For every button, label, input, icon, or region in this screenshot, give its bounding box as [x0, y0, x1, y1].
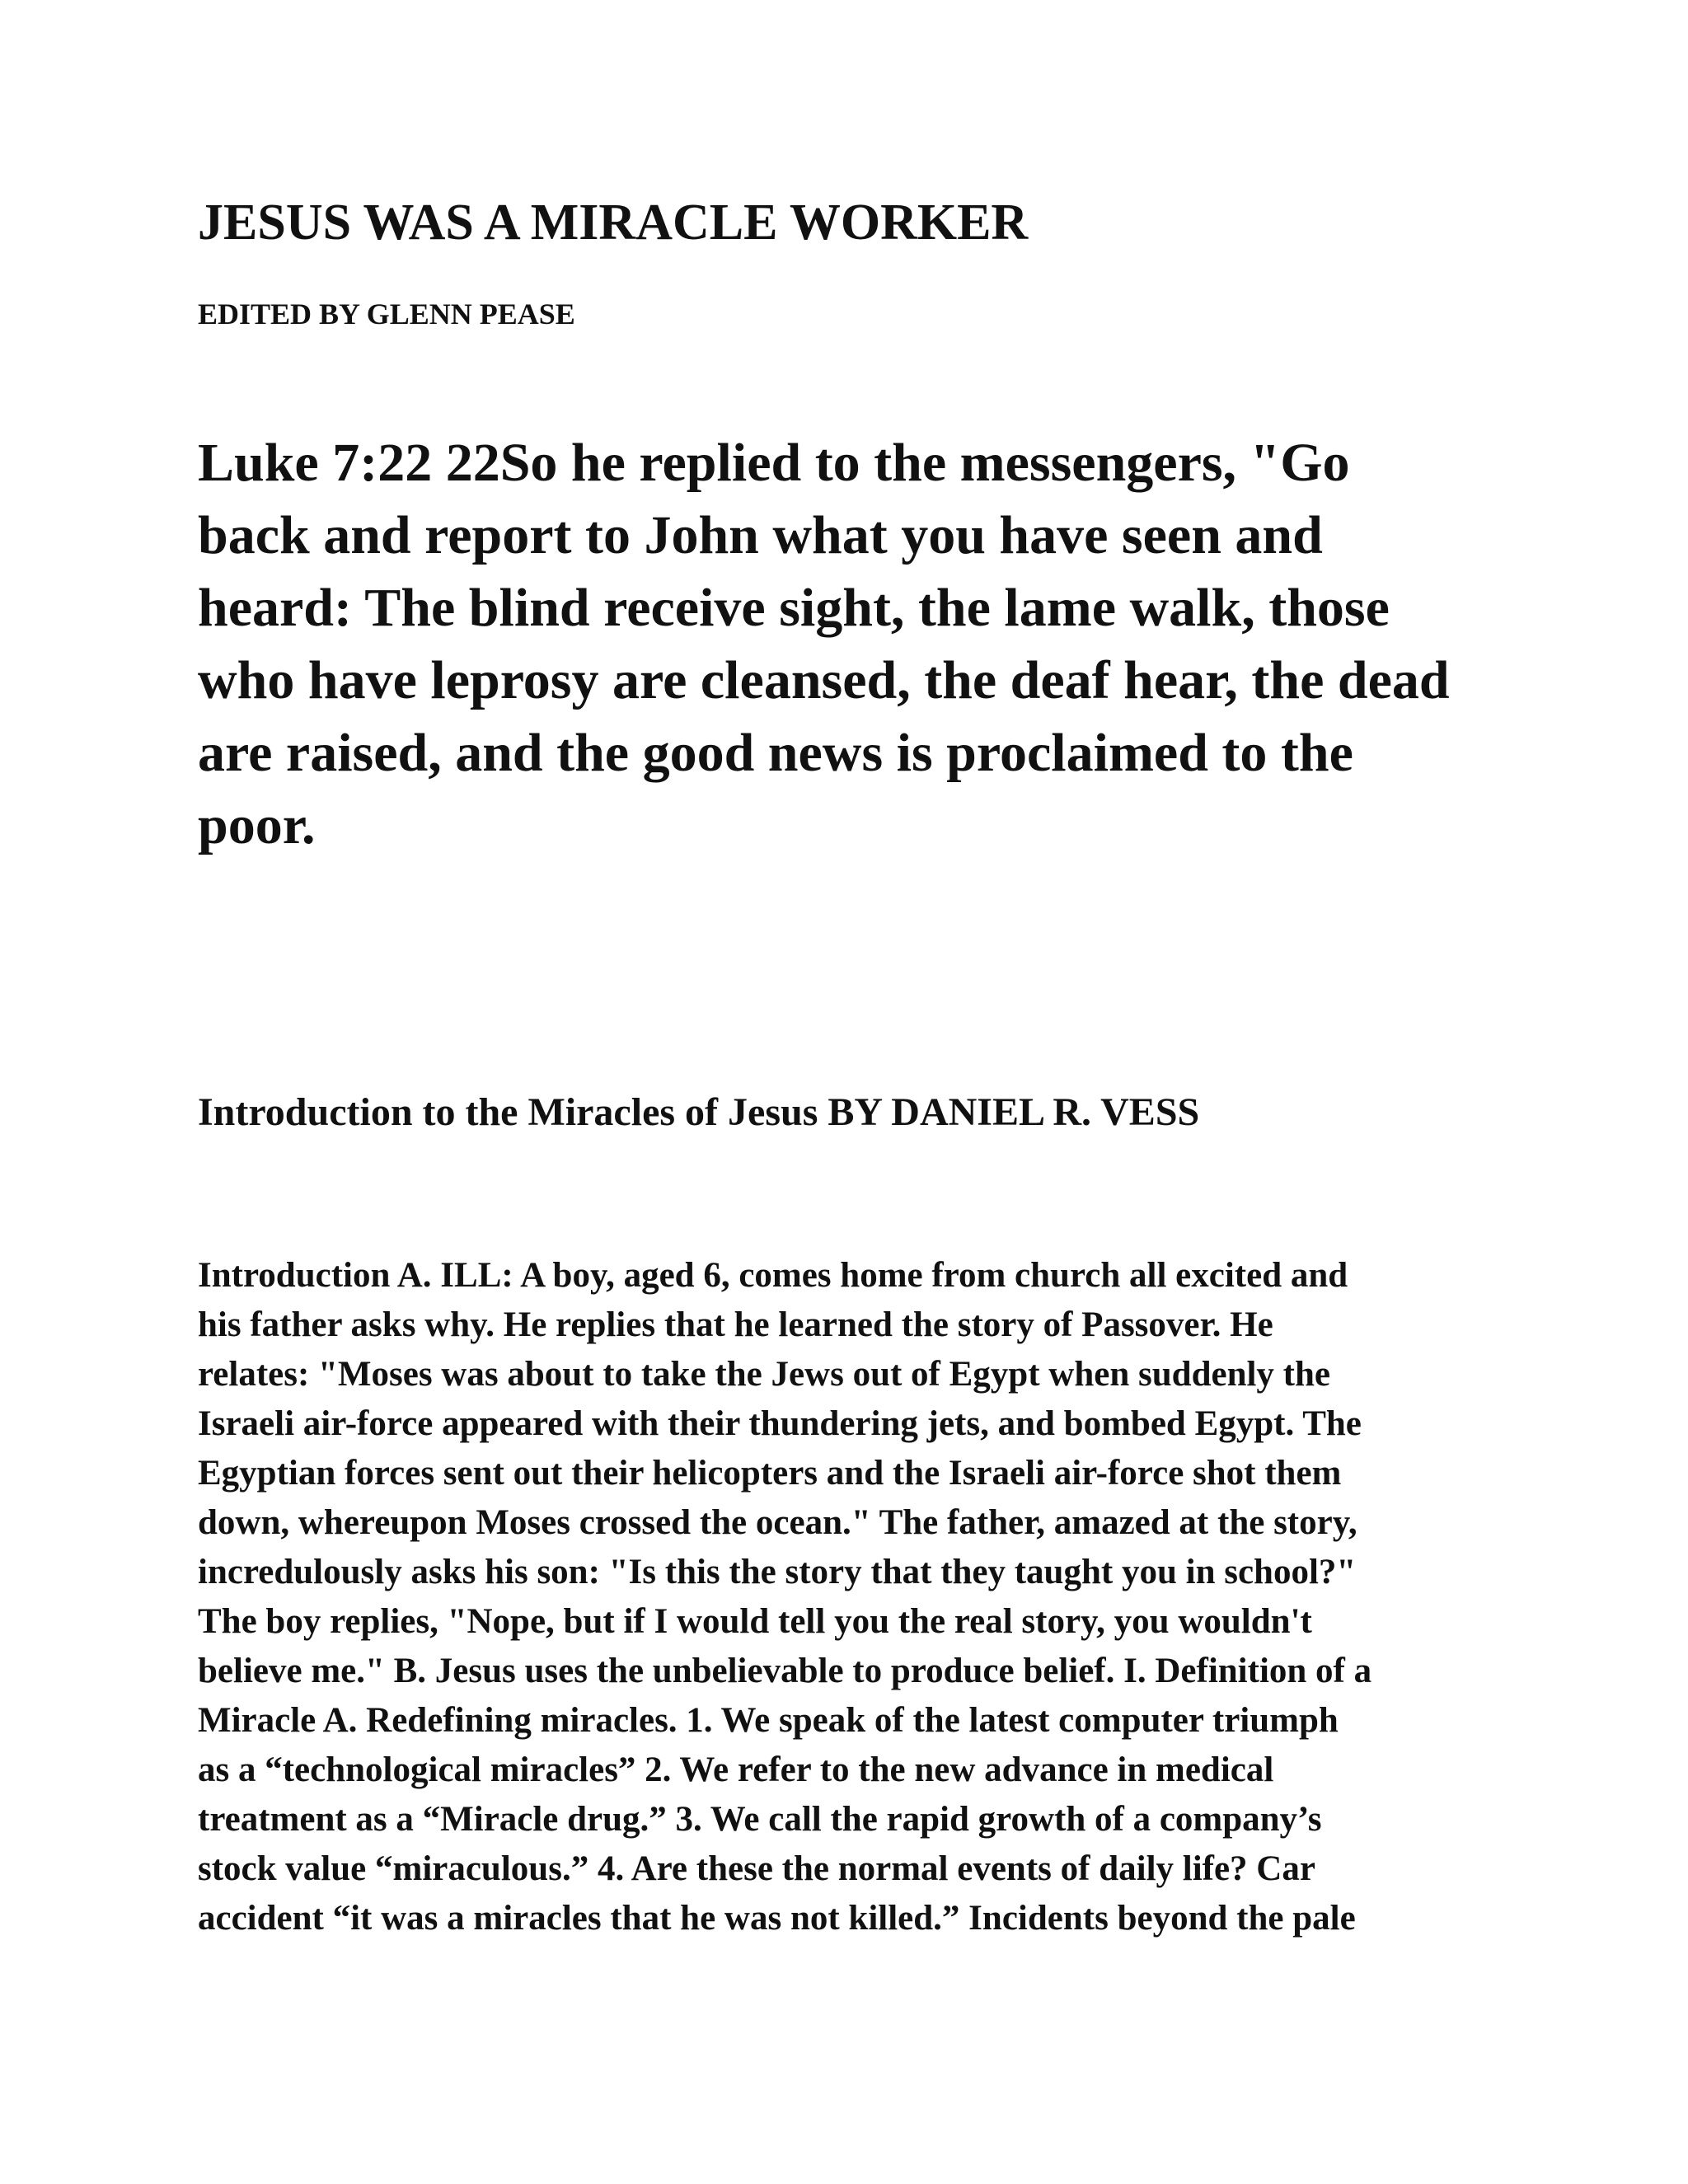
- section-heading: Introduction to the Miracles of Jesus BY DANIEL R. VESS: [198, 1090, 1200, 1134]
- editor-credit: EDITED BY GLENN PEASE: [198, 298, 575, 330]
- body-line: Introduction A. ILL: A boy, aged 6, comes home from church all excited and: [198, 1256, 1348, 1295]
- body-line: believe me." B. Jesus uses the unbelievable to produce belief. I. Definition of a: [198, 1652, 1372, 1690]
- verse-line: heard: The blind receive sight, the lame walk, those: [198, 578, 1390, 638]
- body-line: his father asks why. He replies that he learned the story of Passover. He: [198, 1305, 1273, 1344]
- body-paragraph: [198, 1251, 1550, 1943]
- verse-line: Luke 7:22 22So he replied to the messengers, "Go: [198, 433, 1350, 493]
- body-line: Egyptian forces sent out their helicopters and the Israeli air-force shot them: [198, 1454, 1342, 1493]
- body-line: accident “it was a miracles that he was not killed.” Incidents beyond the pale: [198, 1899, 1356, 1938]
- verse-line: who have leprosy are cleansed, the deaf hear, the dead: [198, 650, 1450, 710]
- verse-line: poor.: [198, 795, 316, 855]
- body-line: as a “technological miracles” 2. We refer to the new advance in medical: [198, 1750, 1274, 1789]
- document-title: JESUS WAS A MIRACLE WORKER: [198, 194, 1029, 251]
- verse-line: back and report to John what you have seen and: [198, 505, 1323, 565]
- body-line: stock value “miraculous.” 4. Are these the normal events of daily life? Car: [198, 1849, 1315, 1888]
- body-line: The boy replies, "Nope, but if I would tell you the real story, you wouldn't: [198, 1602, 1312, 1641]
- body-line: treatment as a “Miracle drug.” 3. We call the rapid growth of a company’s: [198, 1800, 1322, 1839]
- body-line: Miracle A. Redefining miracles. 1. We speak of the latest computer triumph: [198, 1701, 1339, 1740]
- verse-line: are raised, and the good news is proclaimed to the: [198, 723, 1353, 783]
- scripture-verse: [198, 427, 1533, 862]
- body-line: Israeli air-force appeared with their thundering jets, and bombed Egypt. The: [198, 1404, 1362, 1443]
- body-line: down, whereupon Moses crossed the ocean." The father, amazed at the story,: [198, 1503, 1357, 1542]
- body-line: incredulously asks his son: "Is this the story that they taught you in school?": [198, 1553, 1357, 1591]
- body-line: relates: "Moses was about to take the Jews out of Egypt when suddenly the: [198, 1355, 1331, 1394]
